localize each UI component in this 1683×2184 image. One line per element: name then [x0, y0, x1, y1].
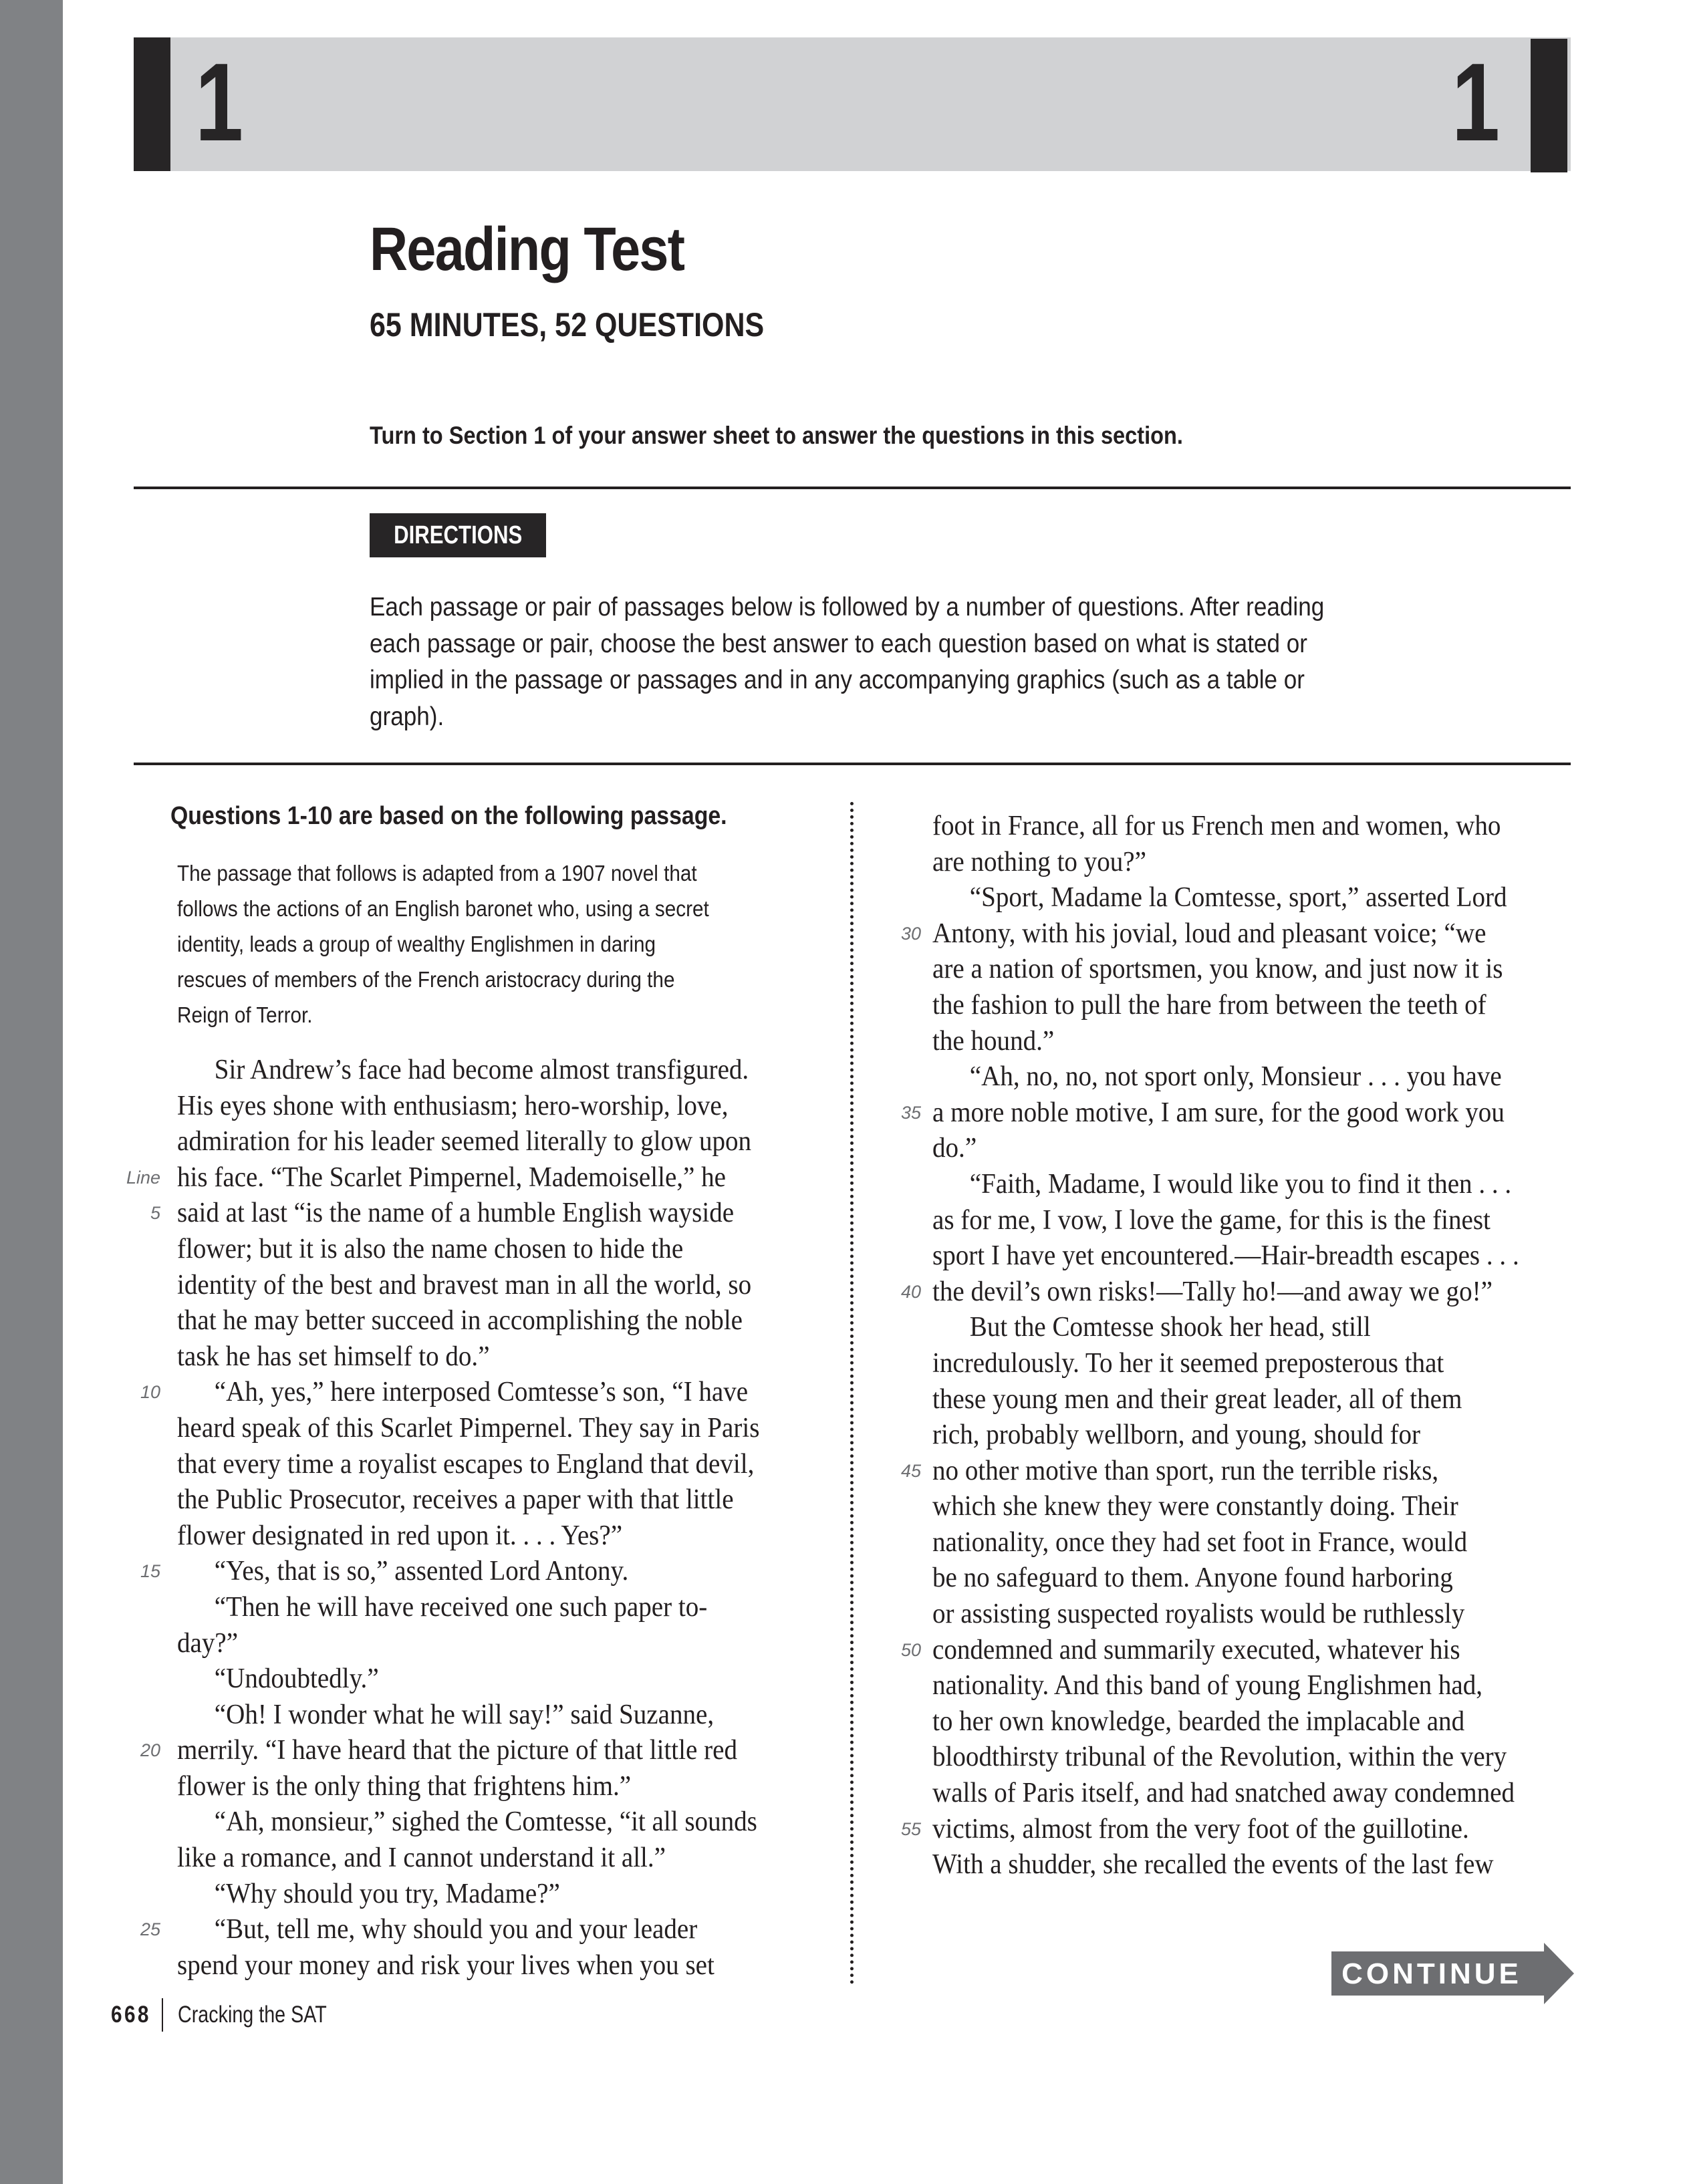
- passage-line: [107, 1447, 815, 1483]
- intro-line: Reign of Terror.: [177, 1002, 313, 1027]
- passage-line: [107, 1339, 815, 1375]
- passage-text: that every time a royalist escapes to England that devil,: [177, 1448, 755, 1480]
- section-number-left: 1: [195, 41, 244, 164]
- line-number: Line: [126, 1167, 160, 1188]
- passage-text: incredulously. To her it seemed preposterous that: [932, 1347, 1444, 1379]
- passage-line: [862, 1167, 1584, 1203]
- passage-text: But the Comtesse shook her head, still: [969, 1312, 1371, 1343]
- passage-text: which she knew they were constantly doing. Their: [932, 1491, 1458, 1522]
- passage-text: “Sport, Madame la Comtesse, sport,” asserted Lord: [969, 882, 1507, 914]
- passage-line: [107, 1840, 815, 1877]
- passage-line: [862, 1310, 1584, 1346]
- passage-line: [107, 1626, 815, 1662]
- line-number: 10: [140, 1382, 160, 1403]
- passage-line: [862, 1525, 1584, 1561]
- passage-text: his face. “The Scarlet Pimpernel, Mademoiselle,” he: [177, 1162, 727, 1193]
- passage-text: heard speak of this Scarlet Pimpernel. They say in Paris: [177, 1412, 760, 1444]
- passage-line: [107, 1912, 815, 1948]
- passage-line: [862, 1095, 1584, 1131]
- passage-line: [107, 1697, 815, 1734]
- passage-text: foot in France, all for us French men and women, who: [932, 811, 1501, 841]
- passage-text: walls of Paris itself, and had snatched away condemned: [932, 1778, 1515, 1809]
- directions-badge: [370, 513, 546, 557]
- passage-text: the devil’s own risks!—Tally ho!—and away we go!”: [932, 1276, 1493, 1307]
- passage-line: [862, 1489, 1584, 1525]
- passage-line: [107, 1232, 815, 1268]
- line-number: 15: [140, 1561, 160, 1582]
- passage-text: are a nation of sportsmen, you know, and just now it is: [932, 954, 1503, 985]
- passage-text: “Oh! I wonder what he will say!” said Suzanne,: [214, 1699, 715, 1730]
- passage-text: spend your money and risk your lives when you set: [177, 1949, 715, 1981]
- directions-line: implied in the passage or passages and in any accompanying graphics (such as a table or: [370, 666, 1305, 694]
- passage-line: [862, 880, 1584, 916]
- passage-text: “Yes, that is so,” assented Lord Antony.: [214, 1556, 629, 1587]
- passage-text: “Ah, monsieur,” sighed the Comtesse, “it all sounds: [214, 1806, 757, 1838]
- passage-line: [862, 1740, 1584, 1776]
- passage-line: [107, 1661, 815, 1697]
- passage-text: “Ah, yes,” here interposed Comtesse’s son, “I have: [214, 1377, 749, 1408]
- passage-line: [862, 1668, 1584, 1704]
- intro-line: follows the actions of an English baronet who, using a secret: [177, 896, 709, 921]
- passage-text: the hound.”: [932, 1025, 1055, 1057]
- passage-text: a more noble motive, I am sure, for the good work you: [932, 1097, 1505, 1128]
- passage-line: [862, 1812, 1584, 1848]
- passage-column-left: [107, 1053, 815, 1984]
- directions-text: [370, 589, 1439, 735]
- intro-line: rescues of members of the French aristocracy during the: [177, 967, 675, 992]
- passage-line: [862, 1382, 1584, 1418]
- passage-text: “Ah, no, no, not sport only, Monsieur . . . you have: [969, 1061, 1502, 1093]
- passage-line: [862, 1274, 1584, 1311]
- line-number: 5: [150, 1203, 160, 1224]
- directions-line: graph).: [370, 702, 444, 731]
- continue-button[interactable]: [1331, 1943, 1574, 2004]
- line-number: 50: [900, 1639, 921, 1660]
- section-number-right: 1: [1452, 41, 1501, 164]
- passage-line: [862, 1776, 1584, 1812]
- passage-text: flower; but it is also the name chosen to hide the: [177, 1233, 684, 1264]
- passage-line: [107, 1375, 815, 1411]
- passage-text: that he may better succeed in accomplishing the noble: [177, 1305, 743, 1337]
- passage-text: to her own knowledge, bearded the implacable and: [932, 1705, 1465, 1737]
- footer-separator: [162, 1998, 163, 2032]
- passage-line: [862, 1238, 1584, 1274]
- passage-text: identity of the best and bravest man in all the world, so: [177, 1269, 752, 1301]
- passage-text: these young men and their great leader, all of them: [932, 1383, 1462, 1415]
- passage-text: task he has set himself to do.”: [177, 1341, 490, 1372]
- passage-text: do.”: [932, 1133, 977, 1164]
- passage-text: bloodthirsty tribunal of the Revolution, within the very: [932, 1742, 1507, 1773]
- passage-text: “Then he will have received one such paper to-: [214, 1591, 708, 1623]
- passage-text: “Undoubtedly.”: [214, 1663, 379, 1695]
- passage-line: [107, 1124, 815, 1160]
- section-header-band: [134, 37, 1571, 171]
- passage-line: [107, 1089, 815, 1125]
- intro-line: The passage that follows is adapted from a 1907 novel that: [177, 861, 697, 885]
- passage-text: nationality. And this band of young Englishmen had,: [932, 1670, 1483, 1701]
- passage-text: as for me, I vow, I love the game, for this is the finest: [932, 1204, 1491, 1236]
- page-footer: [111, 1998, 360, 2032]
- passage-text: or assisting suspected royalists would be ruthlessly: [932, 1599, 1465, 1630]
- directions-label: DIRECTIONS: [393, 521, 523, 549]
- page-edge-strip: [0, 0, 63, 2184]
- passage-line: [862, 1847, 1584, 1883]
- passage-text: His eyes shone with enthusiasm; hero-worship, love,: [177, 1090, 729, 1121]
- passage-text: “Faith, Madame, I would like you to find it then . . .: [969, 1168, 1512, 1200]
- passage-text: the fashion to pull the hare from between the teeth of: [932, 989, 1486, 1020]
- passage-text: day?”: [177, 1627, 239, 1659]
- passage-line: [862, 988, 1584, 1024]
- passage-intro: [177, 855, 768, 1033]
- passage-column-right: [862, 809, 1584, 1883]
- line-number: 40: [900, 1281, 921, 1302]
- passage-text: flower is the only thing that frightens him.”: [177, 1770, 632, 1802]
- passage-line: [107, 1196, 815, 1232]
- passage-text: merrily. “I have heard that the picture of that little red: [177, 1735, 737, 1766]
- passage-text: are nothing to you?”: [932, 846, 1146, 877]
- passage-line: [107, 1482, 815, 1518]
- passage-text: admiration for his leader seemed literally to glow upon: [177, 1126, 752, 1157]
- passage-line: [862, 1059, 1584, 1095]
- answer-sheet-instruction: Turn to Section 1 of your answer sheet to answer the questions in this section.: [370, 422, 1183, 449]
- line-number: 20: [140, 1740, 160, 1761]
- passage-text: Sir Andrew’s face had become almost transfigured.: [214, 1055, 749, 1085]
- section-header-bar-left: [134, 37, 170, 171]
- passage-line: [862, 1203, 1584, 1239]
- passage-line: [107, 1877, 815, 1913]
- passage-line: [862, 1346, 1584, 1382]
- directions-line: Each passage or pair of passages below is followed by a number of questions. After reading: [370, 593, 1325, 622]
- passage-line: [862, 809, 1584, 845]
- passage-line: [862, 916, 1584, 952]
- passage-text: With a shudder, she recalled the events of the last few: [932, 1849, 1494, 1881]
- passage-text: Antony, with his jovial, loud and pleasant voice; “we: [932, 918, 1486, 949]
- passage-line: [107, 1303, 815, 1339]
- passage-line: [862, 1454, 1584, 1490]
- line-number: 55: [900, 1818, 921, 1839]
- passage-line: [862, 1704, 1584, 1740]
- passage-text: nationality, once they had set foot in France, would: [932, 1526, 1468, 1558]
- continue-label: CONTINUE: [1341, 1957, 1522, 1990]
- page-title: Reading Test: [370, 215, 684, 283]
- directions-line: each passage or pair, choose the best answer to each question based on what is stated or: [370, 629, 1307, 658]
- book-title: Cracking the SAT: [178, 2002, 328, 2028]
- passage-text: the Public Prosecutor, receives a paper with that little: [177, 1484, 734, 1516]
- passage-line: [107, 1590, 815, 1626]
- passage-line: [862, 1417, 1584, 1454]
- passage-line: [862, 1131, 1584, 1167]
- passage-line: [107, 1554, 815, 1590]
- intro-line: identity, leads a group of wealthy Englishmen in daring: [177, 932, 656, 956]
- section-header-bar-right: [1531, 39, 1567, 172]
- page-number: 668: [111, 2002, 151, 2028]
- passage-text: no other motive than sport, run the terrible risks,: [932, 1455, 1439, 1486]
- passage-line: [107, 1733, 815, 1769]
- passage-line: [862, 845, 1584, 881]
- passage-line: [862, 952, 1584, 988]
- passage-text: said at last “is the name of a humble English wayside: [177, 1198, 735, 1229]
- divider-rule-top: [134, 487, 1571, 489]
- passage-line: [107, 1411, 815, 1447]
- passage-line: [107, 1948, 815, 1984]
- passage-text: rich, probably wellborn, and young, should for: [932, 1419, 1421, 1451]
- passage-line: [107, 1160, 815, 1196]
- test-timing: 65 MINUTES, 52 QUESTIONS: [370, 306, 765, 344]
- passage-line: [107, 1268, 815, 1304]
- line-number: 25: [140, 1919, 160, 1940]
- passage-line: [862, 1024, 1584, 1060]
- passage-text: victims, almost from the very foot of the guillotine.: [932, 1813, 1469, 1845]
- passage-text: flower designated in red upon it. . . . Yes?”: [177, 1520, 623, 1551]
- line-number: 30: [900, 923, 921, 944]
- divider-rule-bottom: [134, 763, 1571, 765]
- passage-line: [107, 1518, 815, 1554]
- passage-text: sport I have yet encountered.—Hair-breadth escapes . . .: [932, 1240, 1519, 1272]
- passage-line: [862, 1560, 1584, 1597]
- passage-line: [107, 1804, 815, 1840]
- passage-text: like a romance, and I cannot understand it all.”: [177, 1842, 666, 1874]
- passage-text: “But, tell me, why should you and your leader: [214, 1914, 698, 1945]
- passage-text: “Why should you try, Madame?”: [214, 1878, 560, 1909]
- passage-text: condemned and summarily executed, whatever his: [932, 1634, 1460, 1665]
- passage-text: be no safeguard to them. Anyone found harboring: [932, 1562, 1453, 1594]
- line-number: 45: [900, 1460, 921, 1481]
- questions-heading: Questions 1-10 are based on the following passage.: [170, 802, 727, 830]
- passage-line: [862, 1597, 1584, 1633]
- column-divider-dotted: [850, 802, 854, 1985]
- passage-line: [107, 1769, 815, 1805]
- line-number: 35: [900, 1102, 921, 1123]
- passage-line: [862, 1633, 1584, 1669]
- passage-line: [107, 1053, 815, 1089]
